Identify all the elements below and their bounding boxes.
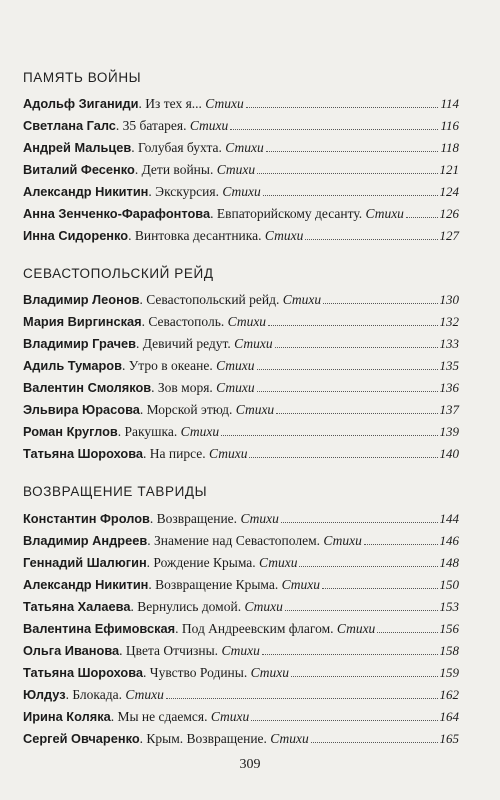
- section-title: ВОЗВРАЩЕНИЕ ТАВРИДЫ: [23, 484, 208, 499]
- entry-genre: Стихи: [235, 402, 275, 417]
- entry-genre: Стихи: [250, 665, 290, 680]
- toc-entry: [23, 313, 459, 331]
- entry-page: 114: [440, 96, 459, 111]
- toc-entry: [23, 532, 459, 550]
- entry-title: Из тех я...: [145, 96, 202, 111]
- dot-leader: [246, 107, 439, 108]
- dot-leader: [406, 217, 438, 218]
- entry-title: Ракушка.: [124, 424, 178, 439]
- entry-author: Александр Никитин: [23, 184, 149, 199]
- toc-entry: [23, 664, 459, 682]
- entry-genre: Стихи: [270, 731, 309, 746]
- entry-title: Вернулись домой.: [137, 599, 242, 614]
- toc-entry: [23, 730, 459, 748]
- entry-genre: Стихи: [264, 228, 304, 243]
- entry-page: 130: [439, 292, 459, 307]
- dot-leader: [364, 544, 438, 545]
- dot-leader: [281, 522, 438, 523]
- entry-page: 146: [439, 533, 459, 548]
- entry-author: Ольга Иванова: [23, 643, 120, 658]
- entry-genre: Стихи: [209, 446, 248, 461]
- entry-page: 153: [439, 599, 459, 614]
- dot-leader: [263, 195, 438, 196]
- entry-page: 127: [439, 228, 459, 243]
- entry-page: 140: [439, 446, 459, 461]
- entry-page: 121: [439, 162, 459, 177]
- entry-genre: Стихи: [282, 292, 322, 307]
- entry-genre: Стихи: [225, 140, 264, 155]
- entry-title: Возвращение.: [156, 511, 238, 526]
- entry-title: Рождение Крыма.: [153, 555, 256, 570]
- entry-author: Юлдуз: [23, 687, 66, 702]
- toc-entry: [23, 642, 459, 660]
- entry-separator: .: [130, 599, 138, 614]
- entry-author: Константин Фролов: [23, 511, 150, 526]
- dot-leader: [311, 742, 438, 743]
- entry-title: Мы не сдаемся.: [117, 709, 208, 724]
- entry-genre: Стихи: [323, 533, 362, 548]
- entry-genre: Стихи: [189, 118, 229, 133]
- entry-author: Мария Виргинская: [23, 314, 142, 329]
- entry-genre: Стихи: [125, 687, 164, 702]
- entry-page: 139: [439, 424, 459, 439]
- entry-genre: Стихи: [281, 577, 321, 592]
- entry-page: 124: [439, 184, 459, 199]
- entry-genre: Стихи: [336, 621, 376, 636]
- entry-author: Адольф Зиганиди: [23, 96, 139, 111]
- dot-leader: [166, 698, 438, 699]
- entry-title: Голубая бухта.: [137, 140, 222, 155]
- entry-page: 158: [439, 643, 459, 658]
- entry-title: Возвращение Крыма.: [155, 577, 279, 592]
- page-number: 309: [239, 757, 261, 772]
- entry-page: 159: [439, 665, 459, 680]
- entry-separator: .: [149, 511, 157, 526]
- entry-page: 137: [439, 402, 459, 417]
- toc-entry: [23, 139, 459, 157]
- dot-leader: [305, 239, 437, 240]
- entry-author: Валентина Ефимовская: [23, 621, 176, 636]
- dot-leader: [262, 654, 438, 655]
- toc-entry: [23, 510, 459, 528]
- entry-title: Под Андреевским флагом.: [181, 621, 334, 636]
- entry-genre: Стихи: [180, 424, 220, 439]
- entry-author: Александр Никитин: [23, 577, 149, 592]
- entry-genre: Стихи: [259, 555, 298, 570]
- entry-author: Владимир Андреев: [23, 533, 148, 548]
- dot-leader: [251, 720, 437, 721]
- entry-genre: Стихи: [216, 380, 255, 395]
- entry-separator: .: [175, 621, 182, 636]
- entry-separator: .: [115, 118, 123, 133]
- entry-author: Анна Зенченко-Фарафонтова: [23, 206, 211, 221]
- dot-leader: [230, 129, 438, 130]
- entry-separator: .: [134, 162, 142, 177]
- entry-title: Чувство Родины.: [149, 665, 248, 680]
- section-title: СЕВАСТОПОЛЬСКИЙ РЕЙД: [23, 266, 214, 281]
- entry-page: 148: [439, 555, 459, 570]
- entry-page: 150: [439, 577, 459, 592]
- toc-entry: [23, 401, 459, 419]
- entry-title: Морской этюд.: [146, 402, 233, 417]
- toc-entry: [23, 708, 459, 726]
- entry-page: 116: [440, 118, 459, 133]
- entry-separator: .: [119, 643, 126, 658]
- entry-genre: Стихи: [222, 184, 261, 199]
- entry-author: Татьяна Шорохова: [23, 446, 144, 461]
- dot-leader: [285, 610, 438, 611]
- entry-separator: .: [65, 687, 73, 702]
- toc-entry: [23, 598, 459, 616]
- entry-title: Знамение над Севастополем.: [153, 533, 321, 548]
- entry-page: 165: [439, 731, 459, 746]
- entry-title: Блокада.: [72, 687, 123, 702]
- entry-separator: .: [128, 228, 135, 243]
- entry-genre: Стихи: [205, 96, 244, 111]
- section-title: ПАМЯТЬ ВОЙНЫ: [23, 70, 142, 85]
- entry-genre: Стихи: [227, 314, 267, 329]
- entry-separator: .: [121, 358, 129, 373]
- toc-entry: [23, 576, 459, 594]
- entry-genre: Стихи: [216, 358, 255, 373]
- dot-leader: [275, 347, 438, 348]
- entry-title: Винтовка десантника.: [134, 228, 262, 243]
- entry-page: 136: [439, 380, 459, 395]
- entry-separator: .: [139, 402, 147, 417]
- entry-author: Татьяна Шорохова: [23, 665, 144, 680]
- entry-author: Роман Круглов: [23, 424, 118, 439]
- entry-page: 132: [439, 314, 459, 329]
- toc-entry: [23, 95, 459, 113]
- toc-entry: [23, 291, 459, 309]
- entry-separator: .: [139, 731, 147, 746]
- entry-author: Ирина Коляка: [23, 709, 111, 724]
- entry-separator: .: [148, 184, 156, 199]
- dot-leader: [377, 632, 437, 633]
- dot-leader: [249, 457, 437, 458]
- toc-entry: [23, 183, 459, 201]
- dot-leader: [266, 151, 439, 152]
- entry-separator: .: [135, 336, 143, 351]
- entry-genre: Стихи: [240, 511, 279, 526]
- toc-entry: [23, 205, 459, 223]
- entry-author: Адиль Тумаров: [23, 358, 122, 373]
- dot-leader: [276, 413, 437, 414]
- entry-author: Эльвира Юрасова: [23, 402, 140, 417]
- entry-separator: .: [146, 555, 154, 570]
- entry-page: 144: [439, 511, 459, 526]
- entry-separator: .: [110, 709, 118, 724]
- entry-separator: .: [143, 446, 150, 461]
- entry-page: 118: [440, 140, 459, 155]
- entry-genre: Стихи: [221, 643, 260, 658]
- toc-entry: [23, 227, 459, 245]
- toc-entry: [23, 117, 459, 135]
- entry-author: Светлана Галс: [23, 118, 116, 133]
- entry-genre: Стихи: [244, 599, 283, 614]
- entry-title: Девичий редут.: [142, 336, 231, 351]
- dot-leader: [257, 391, 438, 392]
- entry-separator: .: [141, 314, 149, 329]
- entry-separator: .: [131, 140, 138, 155]
- toc-entry: [23, 620, 459, 638]
- entry-page: 133: [439, 336, 459, 351]
- entry-title: 35 батарея.: [122, 118, 187, 133]
- entry-author: Владимир Грачев: [23, 336, 136, 351]
- dot-leader: [268, 325, 437, 326]
- entry-separator: .: [151, 380, 158, 395]
- entry-genre: Стихи: [234, 336, 273, 351]
- entry-separator: .: [210, 206, 217, 221]
- entry-author: Сергей Овчаренко: [23, 731, 140, 746]
- entry-author: Виталий Фесенко: [23, 162, 135, 177]
- entry-separator: .: [148, 577, 156, 592]
- entry-page: 135: [439, 358, 459, 373]
- dot-leader: [257, 369, 438, 370]
- entry-author: Валентин Смоляков: [23, 380, 152, 395]
- dot-leader: [323, 303, 437, 304]
- entry-title: Зов моря.: [157, 380, 213, 395]
- entry-genre: Стихи: [210, 709, 250, 724]
- entry-title: На пирсе.: [149, 446, 206, 461]
- entry-separator: .: [147, 533, 154, 548]
- entry-author: Владимир Леонов: [23, 292, 140, 307]
- entry-separator: .: [117, 424, 125, 439]
- entry-genre: Стихи: [216, 162, 256, 177]
- entry-title: Севастополь.: [148, 314, 225, 329]
- entry-title: Цвета Отчизны.: [125, 643, 219, 658]
- dot-leader: [299, 566, 437, 567]
- entry-separator: .: [138, 96, 146, 111]
- entry-page: 162: [439, 687, 459, 702]
- entry-author: Геннадий Шалюгин: [23, 555, 147, 570]
- entry-author: Андрей Мальцев: [23, 140, 132, 155]
- entry-page: 164: [439, 709, 459, 724]
- entry-separator: .: [143, 665, 150, 680]
- entry-page: 126: [439, 206, 459, 221]
- entry-genre: Стихи: [365, 206, 404, 221]
- entry-author: Инна Сидоренко: [23, 228, 129, 243]
- entry-title: Утро в океане.: [128, 358, 213, 373]
- entry-title: Евпаторийскому десанту.: [216, 206, 363, 221]
- entry-page: 156: [439, 621, 459, 636]
- entry-title: Крым. Возвращение.: [146, 731, 267, 746]
- entry-author: Татьяна Халаева: [23, 599, 131, 614]
- entry-title: Экскурсия.: [155, 184, 219, 199]
- dot-leader: [291, 676, 437, 677]
- dot-leader: [322, 588, 437, 589]
- toc-entry: [23, 335, 459, 353]
- toc-entry: [23, 357, 459, 375]
- toc-entry: [23, 445, 459, 463]
- entry-title: Севастопольский рейд.: [146, 292, 280, 307]
- toc-entry: [23, 554, 459, 572]
- dot-leader: [257, 173, 437, 174]
- toc-entry: [23, 379, 459, 397]
- toc-entry: [23, 423, 459, 441]
- dot-leader: [221, 435, 437, 436]
- entry-title: Дети войны.: [141, 162, 214, 177]
- entry-separator: .: [139, 292, 147, 307]
- toc-entry: [23, 686, 459, 704]
- toc-entry: [23, 161, 459, 179]
